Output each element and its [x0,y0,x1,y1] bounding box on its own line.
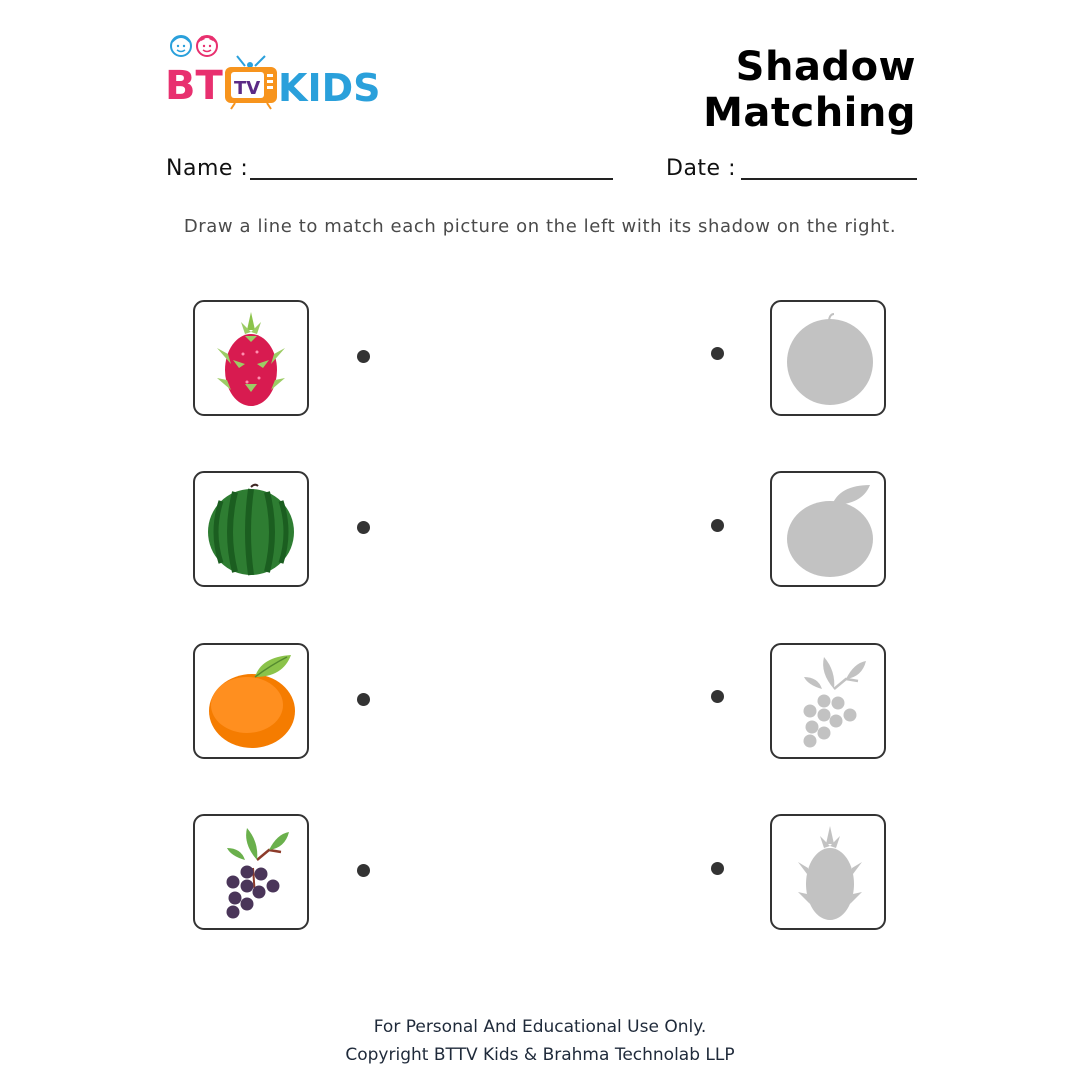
grapes-icon [195,816,307,928]
orange-box [193,643,309,759]
grapes-shadow-box [770,643,886,759]
match-dot-right-1[interactable] [711,347,724,360]
dragon-fruit-shadow-icon [772,816,884,928]
dragon-fruit-icon [195,302,307,414]
watermelon-icon [195,473,307,585]
instruction-text: Draw a line to match each picture on the left with its shadow on the right. [183,216,897,237]
orange-icon [195,645,307,757]
match-dot-left-3[interactable] [357,693,370,706]
logo-bt-text: BT [165,63,223,109]
date-label: Date : [666,156,736,181]
watermelon-shadow-box [770,300,886,416]
orange-shadow-icon [772,473,884,585]
match-dot-right-3[interactable] [711,690,724,703]
match-dot-right-4[interactable] [711,862,724,875]
logo-kids-text: KIDS [278,66,380,110]
dragon-fruit-shadow-box [770,814,886,930]
footer-copyright: Copyright BTTV Kids & Brahma Technolab LLP [345,1045,735,1065]
match-dot-left-4[interactable] [357,864,370,877]
date-writing-line[interactable] [741,178,917,180]
footer-usage-note: For Personal And Educational Use Only. [373,1017,707,1037]
dragon-fruit-box [193,300,309,416]
orange-shadow-box [770,471,886,587]
logo-tv-text: TV [234,78,261,99]
match-dot-right-2[interactable] [711,519,724,532]
page-title: Shadow Matching [703,44,916,136]
watermelon-box [193,471,309,587]
match-dot-left-2[interactable] [357,521,370,534]
name-label: Name : [166,156,249,181]
name-writing-line[interactable] [250,178,613,180]
watermelon-shadow-icon [772,302,884,414]
grapes-box [193,814,309,930]
match-dot-left-1[interactable] [357,350,370,363]
grapes-shadow-icon [772,645,884,757]
bttv-kids-logo [165,32,380,112]
